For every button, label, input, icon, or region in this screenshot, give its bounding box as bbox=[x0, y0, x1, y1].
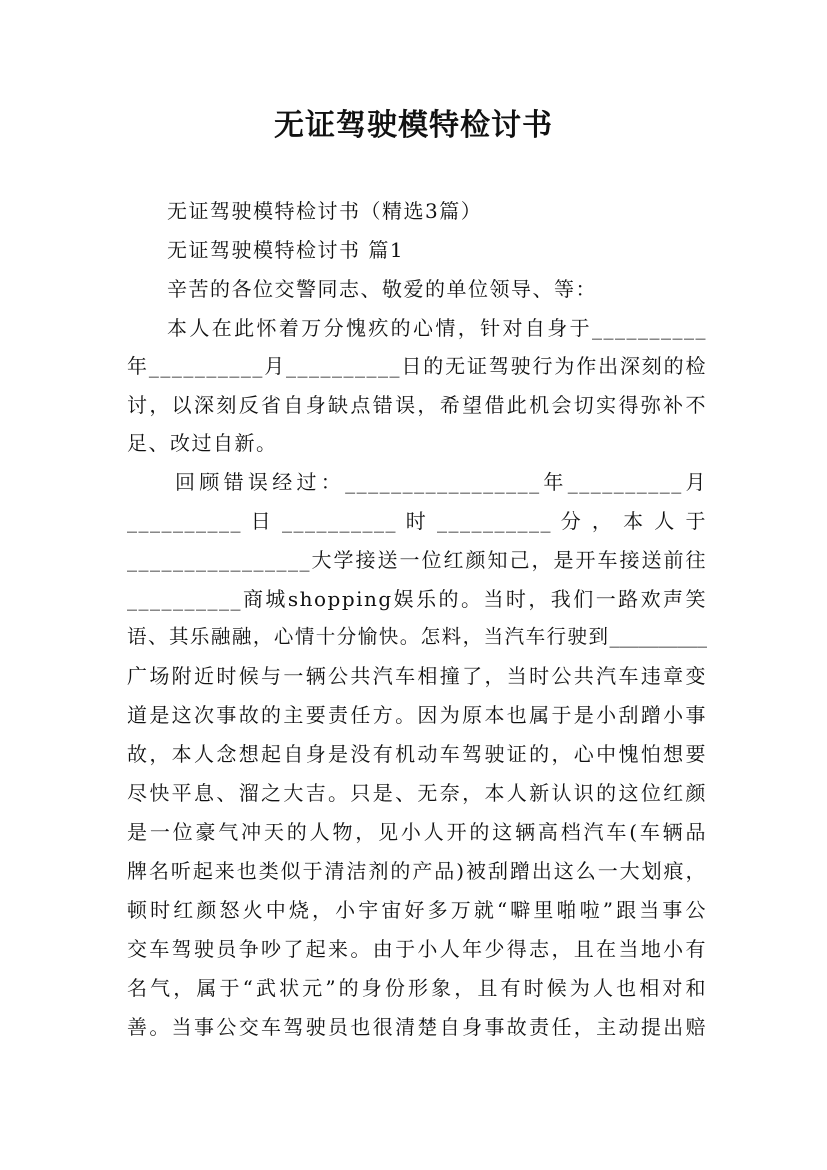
paragraph-line: 道是这次事故的主要责任方。因为原本也属于是小刮蹭小事 bbox=[127, 703, 707, 727]
paragraph-line: 语、其乐融融，心情十分愉快。怎料，当汽车行驶到__________ bbox=[127, 625, 707, 648]
paragraph-line: __________ 日 __________ 时 __________ 分 ， 本 人 于 bbox=[127, 509, 707, 533]
paragraph-line: 故，本人念想起自身是没有机动车驾驶证的，心中愧怕想要 bbox=[127, 742, 707, 766]
paragraph-line: 牌名听起来也类似于清洁剂的产品)被刮蹭出这么一大划痕， bbox=[127, 859, 707, 883]
document-title: 无证驾驶模特检讨书 bbox=[274, 108, 553, 143]
paragraph-line: __________商城shopping娱乐的。当时，我们一路欢声笑 bbox=[127, 587, 707, 611]
paragraph-line: 交车驾驶员争吵了起来。由于小人年少得志，且在当地小有 bbox=[127, 937, 707, 961]
paragraph-line: 本人在此怀着万分愧疚的心情，针对自身于__________ bbox=[167, 316, 707, 340]
paragraph-line: 顿时红颜怒火中烧，小宇宙好多万就“噼里啪啦”跟当事公 bbox=[127, 898, 707, 922]
paragraph-line: 尽快平息、溜之大吉。只是、无奈，本人新认识的这位红颜 bbox=[127, 781, 707, 805]
salutation-line: 辛苦的各位交警同志、敬爱的单位领导、等： bbox=[167, 277, 597, 301]
paragraph-line: 回顾错误经过：_________________年__________月 bbox=[175, 470, 707, 494]
paragraph-line: 年__________月__________日的无证驾驶行为作出深刻的检 bbox=[127, 354, 707, 378]
paragraph-line: ________________大学接送一位红颜知己，是开车接送前往 bbox=[127, 548, 707, 572]
paragraph-line: 是一位豪气冲天的人物，见小人开的这辆高档汽车(车辆品 bbox=[127, 820, 707, 844]
paragraph-line: 讨，以深刻反省自身缺点错误，希望借此机会切实得弥补不 bbox=[127, 393, 707, 417]
section-heading: 无证驾驶模特检讨书 篇1 bbox=[167, 238, 405, 262]
paragraph-line: 善。当事公交车驾驶员也很清楚自身事故责任，主动提出赔 bbox=[127, 1015, 707, 1039]
paragraph-line: 名气，属于“武状元”的身份形象，且有时候为人也相对和 bbox=[127, 976, 707, 1000]
subtitle-line: 无证驾驶模特检讨书（精选3篇） bbox=[167, 199, 483, 223]
paragraph-line: 足、改过自新。 bbox=[127, 431, 278, 455]
paragraph-line: 广场附近时候与一辆公共汽车相撞了，当时公共汽车违章变 bbox=[127, 664, 707, 688]
